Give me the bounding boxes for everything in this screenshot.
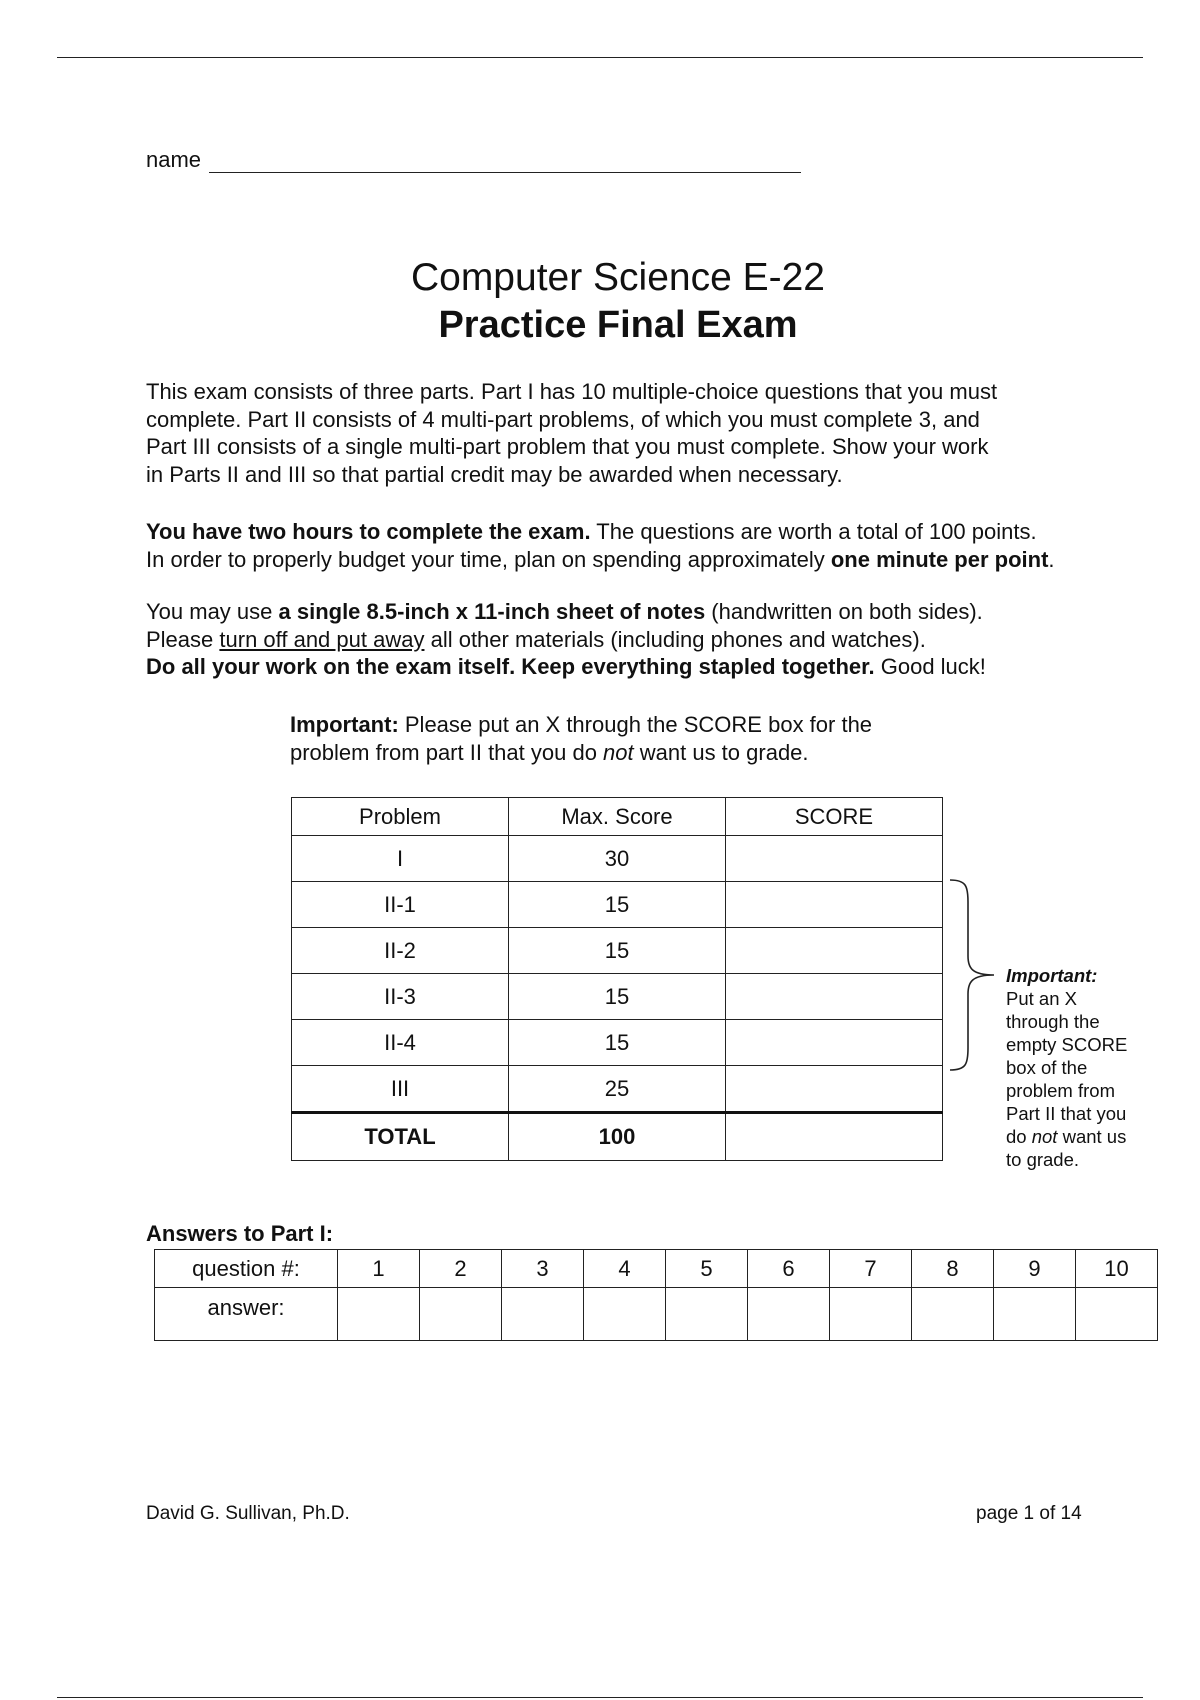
- notes-l1-post: (handwritten on both sides).: [705, 599, 983, 624]
- header-problem: Problem: [292, 798, 509, 836]
- question-number-row: [155, 1250, 1158, 1288]
- table-row: [292, 1066, 943, 1113]
- problem-cell: III: [292, 1066, 509, 1113]
- time-line2-pre: In order to properly budget your time, plan on spending approximately: [146, 546, 831, 572]
- answer-row: [155, 1288, 1158, 1341]
- answer-cell[interactable]: [830, 1288, 912, 1341]
- question-number-cell: 10: [1076, 1250, 1158, 1288]
- answer-cell[interactable]: [502, 1288, 584, 1341]
- intro-line: in Parts II and III so that partial credit may be awarded when necessary.: [146, 461, 843, 487]
- max-score-cell: 30: [509, 836, 726, 882]
- side-note-line: Put an X: [1006, 988, 1077, 1009]
- time-line2-bold: one minute per point: [830, 546, 1049, 572]
- notes-l3-bold: Do all your work on the exam itself. Keep everything stapled together.: [146, 654, 875, 679]
- notes-l2-post: all other materials (including phones and watches).: [424, 626, 926, 652]
- header-score: SCORE: [726, 798, 943, 836]
- question-number-cell: 8: [912, 1250, 994, 1288]
- question-label-cell: question #:: [155, 1250, 338, 1288]
- side-note: [1006, 964, 1156, 1171]
- problem-cell: II-1: [292, 882, 509, 928]
- problem-cell: II-2: [292, 928, 509, 974]
- score-cell[interactable]: [726, 928, 943, 974]
- time-line2-post: .: [1048, 546, 1055, 572]
- notes-l1-pre: You may use: [146, 599, 279, 624]
- top-rule: [57, 57, 1143, 58]
- problem-cell: I: [292, 836, 509, 882]
- side-note-line: empty SCORE: [1006, 1034, 1128, 1055]
- curly-brace-icon: [948, 878, 998, 1072]
- notes-l3-post: Good luck!: [874, 654, 986, 679]
- side-note-line: problem from: [1006, 1080, 1115, 1101]
- score-cell[interactable]: [726, 1066, 943, 1113]
- score-cell[interactable]: [726, 974, 943, 1020]
- intro-line: Part III consists of a single multi-part problem that you must complete. Show your work: [146, 434, 989, 459]
- important-l2-pre: problem from part II that you do: [290, 739, 604, 765]
- time-line1-rest: The questions are worth a total of 100 points.: [590, 519, 1037, 544]
- question-number-cell: 4: [584, 1250, 666, 1288]
- important-line-2: [290, 739, 1050, 767]
- time-line-2: [146, 546, 1156, 574]
- exam-title: Practice Final Exam: [438, 304, 798, 346]
- name-label: name: [146, 147, 202, 172]
- notes-paragraph: [146, 598, 1156, 681]
- question-number-cell: 9: [994, 1250, 1076, 1288]
- time-bold-lead: You have two hours to complete the exam.: [146, 519, 591, 544]
- footer-page-number: page 1 of 14: [976, 1503, 1082, 1524]
- side-note-bold: Important:: [1006, 965, 1098, 986]
- side-note-l7-pre: do: [1006, 1126, 1032, 1147]
- bottom-rule: [57, 1697, 1143, 1698]
- answer-cell[interactable]: [1076, 1288, 1158, 1341]
- answer-cell[interactable]: [748, 1288, 830, 1341]
- intro-paragraph: [146, 378, 1156, 488]
- answer-cell[interactable]: [338, 1288, 420, 1341]
- score-table-header-row: [292, 798, 943, 836]
- important-l1-rest: Please put an X through the SCORE box for the: [398, 712, 873, 737]
- notes-l2-underline: turn off and put away: [219, 626, 425, 652]
- total-row: [292, 1113, 943, 1161]
- table-row: [292, 1020, 943, 1066]
- important-l2-italic: not: [603, 739, 634, 765]
- table-row: [292, 974, 943, 1020]
- question-number-cell: 3: [502, 1250, 584, 1288]
- total-label-cell: TOTAL: [292, 1113, 509, 1161]
- important-line-1: [290, 711, 1050, 739]
- answer-cell[interactable]: [666, 1288, 748, 1341]
- total-max-cell: 100: [509, 1113, 726, 1161]
- score-table: [291, 797, 943, 1161]
- time-line-1: [146, 518, 1156, 546]
- important-l2-post: want us to grade.: [633, 739, 809, 765]
- answer-cell[interactable]: [584, 1288, 666, 1341]
- table-row: [292, 836, 943, 882]
- important-bold: Important:: [290, 712, 399, 737]
- side-note-line: Part II that you: [1006, 1103, 1127, 1124]
- question-number-cell: 5: [666, 1250, 748, 1288]
- score-cell[interactable]: [726, 1020, 943, 1066]
- course-title: Computer Science E-22: [410, 256, 826, 299]
- header-max-score: Max. Score: [509, 798, 726, 836]
- side-note-line-7: [1006, 1125, 1156, 1148]
- notes-l1-bold: a single 8.5-inch x 11-inch sheet of notes: [278, 599, 706, 624]
- answers-table: [154, 1249, 1158, 1341]
- important-paragraph: [290, 711, 1050, 766]
- answer-cell[interactable]: [912, 1288, 994, 1341]
- question-number-cell: 6: [748, 1250, 830, 1288]
- question-number-cell: 2: [420, 1250, 502, 1288]
- notes-line-3: [146, 653, 1156, 681]
- side-note-line: to grade.: [1006, 1149, 1080, 1170]
- name-blank-line[interactable]: [209, 150, 801, 173]
- notes-line-2: [146, 626, 1156, 654]
- max-score-cell: 15: [509, 882, 726, 928]
- question-number-cell: 7: [830, 1250, 912, 1288]
- notes-line-1: [146, 598, 1156, 626]
- side-note-line: box of the: [1006, 1057, 1088, 1078]
- answer-cell[interactable]: [994, 1288, 1076, 1341]
- problem-cell: II-3: [292, 974, 509, 1020]
- answer-label-cell: answer:: [155, 1288, 338, 1341]
- table-row: [292, 882, 943, 928]
- intro-line: This exam consists of three parts. Part I has 10 multiple-choice questions that you must: [146, 379, 998, 404]
- max-score-cell: 15: [509, 928, 726, 974]
- answer-cell[interactable]: [420, 1288, 502, 1341]
- answers-heading: Answers to Part I:: [146, 1221, 334, 1246]
- side-note-line: through the: [1006, 1011, 1100, 1032]
- problem-cell: II-4: [292, 1020, 509, 1066]
- score-cell[interactable]: [726, 836, 943, 882]
- question-number-cell: 1: [338, 1250, 420, 1288]
- side-note-l7-italic: not: [1031, 1126, 1058, 1147]
- total-score-cell[interactable]: [726, 1113, 943, 1161]
- table-row: [292, 928, 943, 974]
- max-score-cell: 15: [509, 974, 726, 1020]
- footer-author: David G. Sullivan, Ph.D.: [146, 1503, 350, 1524]
- max-score-cell: 25: [509, 1066, 726, 1113]
- name-field: [146, 147, 801, 173]
- time-paragraph: [146, 518, 1156, 573]
- max-score-cell: 15: [509, 1020, 726, 1066]
- notes-l2-pre: Please: [146, 626, 220, 652]
- score-cell[interactable]: [726, 882, 943, 928]
- intro-line: complete. Part II consists of 4 multi-part problems, of which you must complete 3, and: [146, 406, 980, 432]
- side-note-l7-post: want us: [1057, 1126, 1127, 1147]
